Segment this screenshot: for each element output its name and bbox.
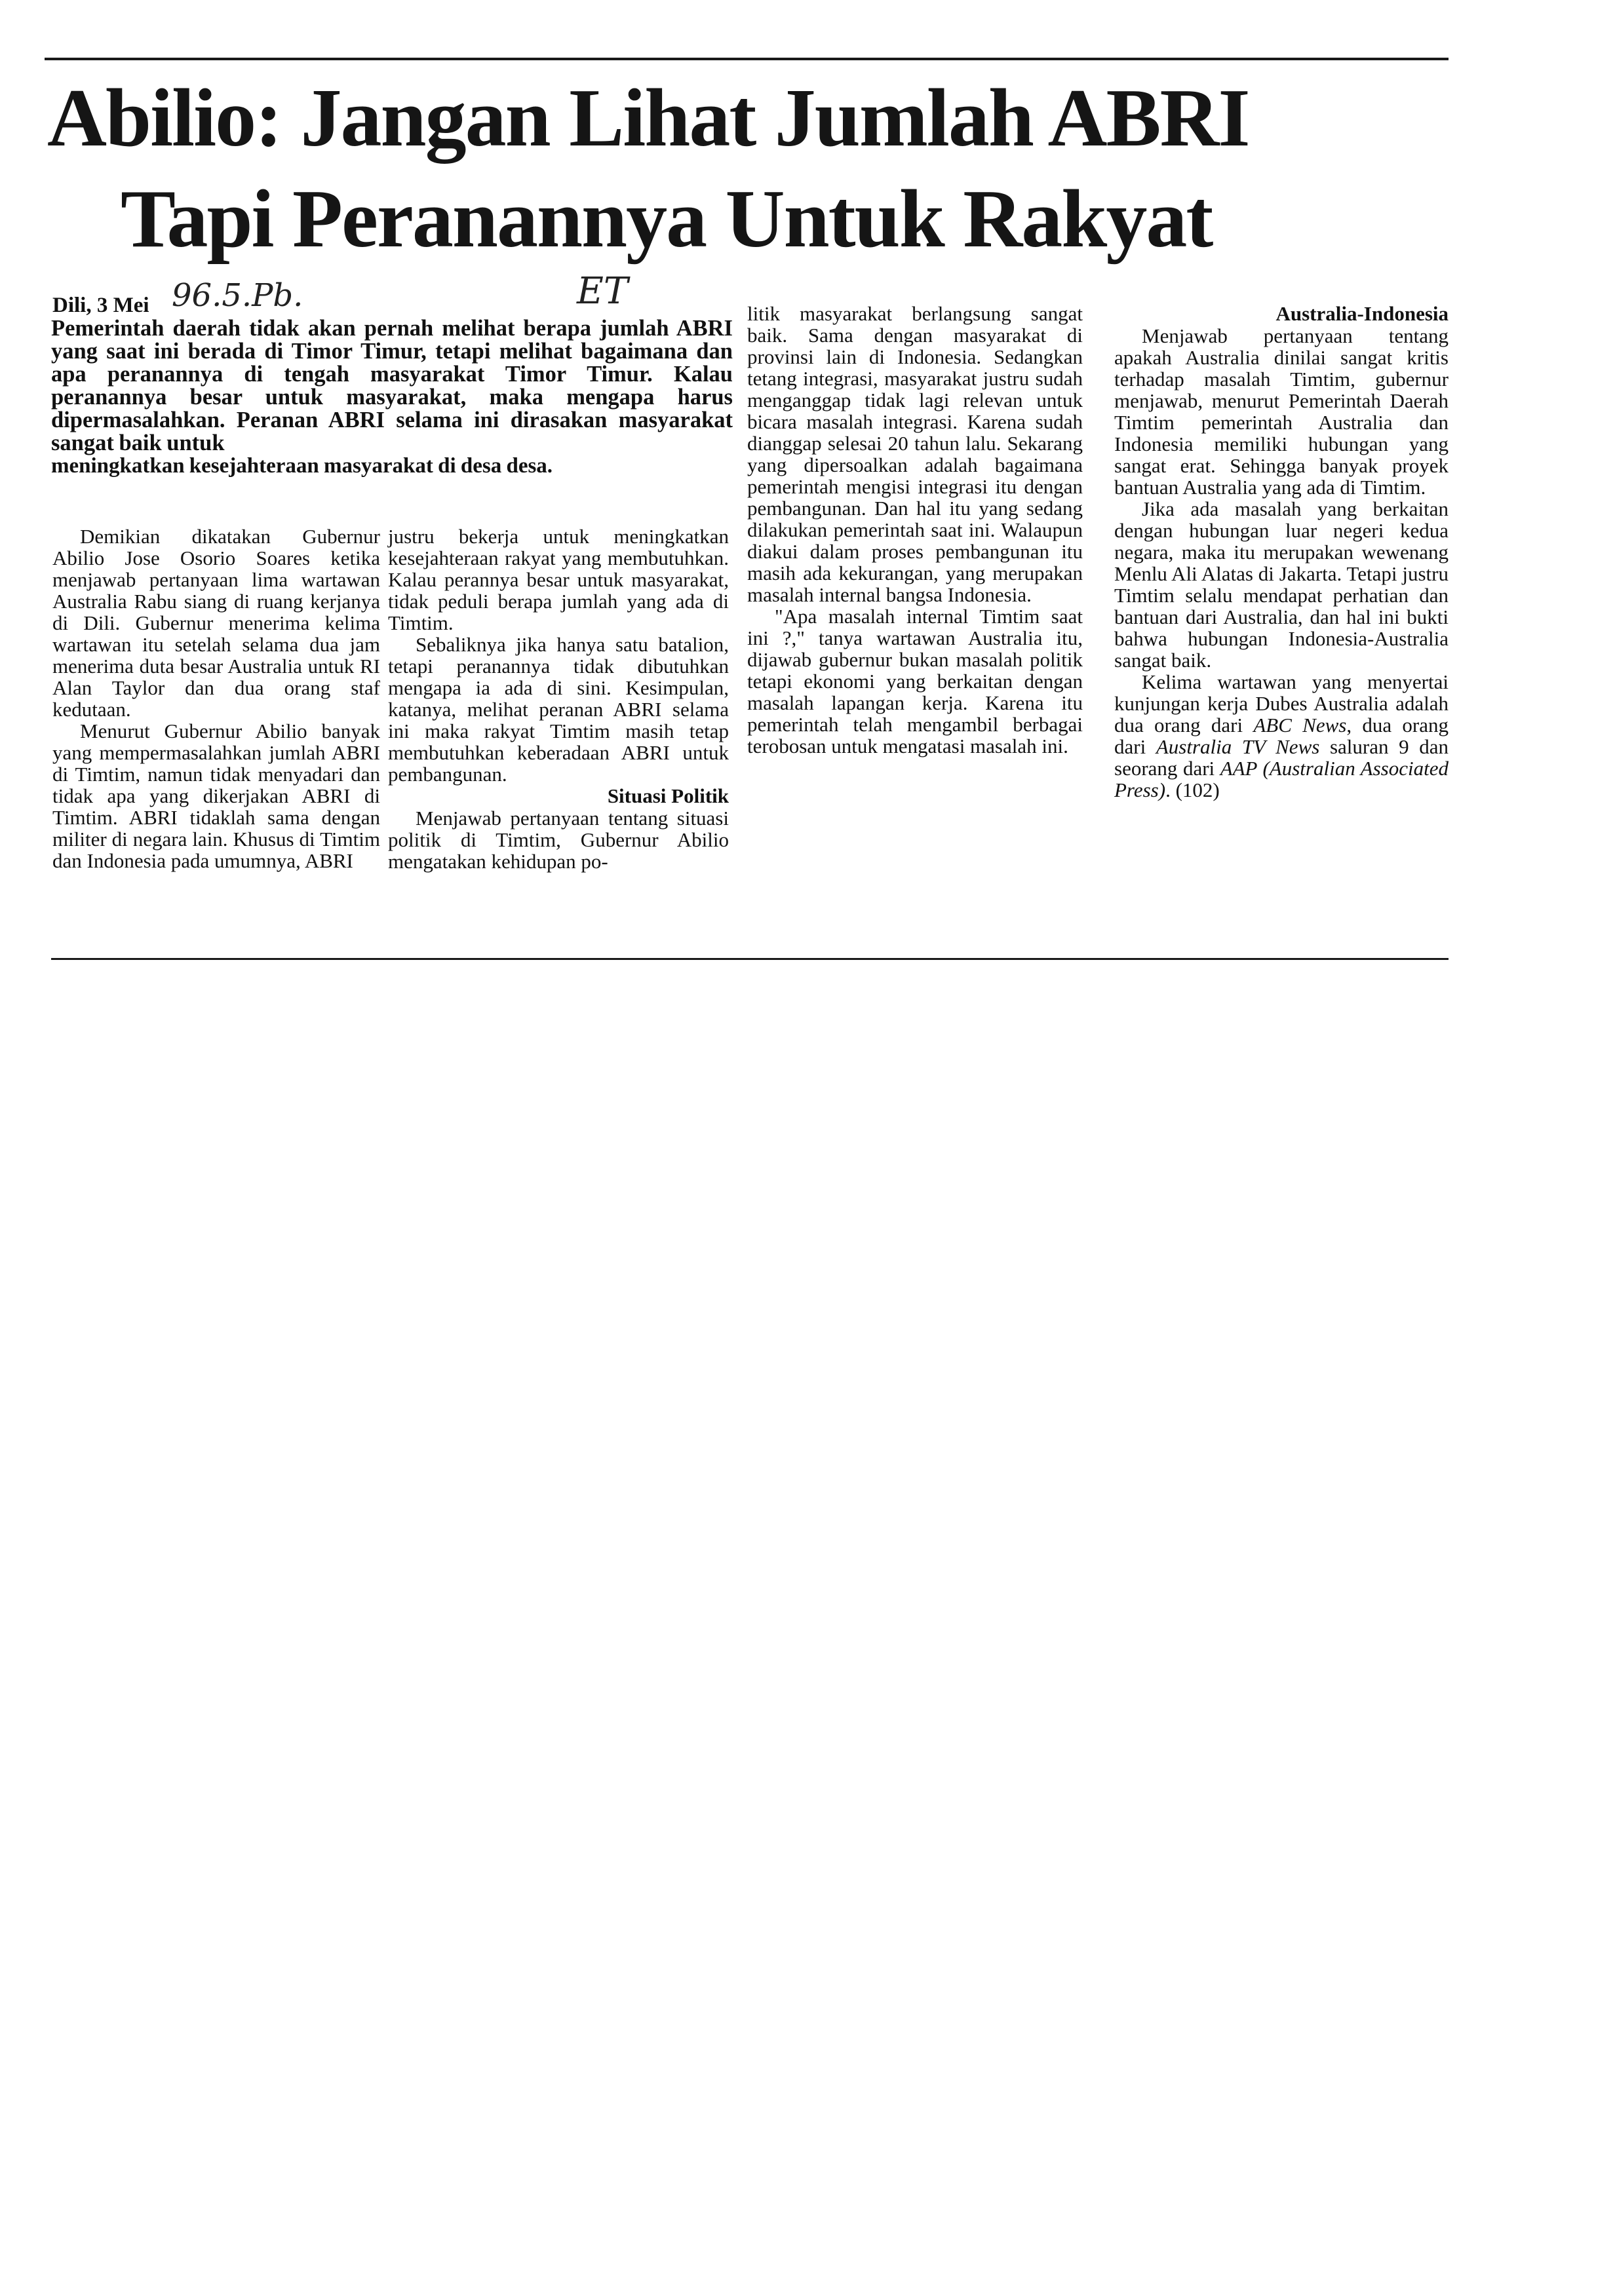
lead-paragraph: [51, 317, 733, 477]
paragraph: Jika ada masalah yang berkaitan dengan hubungan luar negeri kedua negara, maka itu merupakan wewenang Menlu Ali Alatas di Jakarta. Tetapi justru Timtim selalu mendapat perhatian dan bantuan dari Australia, dan hal ini bukti bahwa hubungan Indonesia-Australia sangat baik.: [1114, 497, 1449, 672]
paragraph: Menjawab pertanyaan tentang apakah Australia dinilai sangat kritis terhadap masalah Timtim, gubernur menjawab, menurut Pemerintah Daerah Timtim pemerintah Australia dan Indonesia memiliki hubungan yang sangat erat. Sehingga banyak proyek bantuan Australia yang ada di Timtim.: [1114, 324, 1449, 499]
subheading-australia-indonesia: Australia-Indonesia: [1275, 302, 1449, 325]
headline-line-1: Abilio: Jangan Lihat Jumlah ABRI: [47, 73, 1249, 164]
text-run: saluran 9 dan seorang dari: [1114, 735, 1449, 780]
paragraph: "Apa masalah internal Timtim saat ini ?," tanya wartawan Australia itu, dijawab gubernur bukan masalah politik tetapi ekonomi yang berkaitan dengan masalah lapangan kerja. Karena itu pemerintah telah mengambil berbagai terobosan untuk mengatasi masalah ini.: [747, 605, 1083, 757]
paragraph: Menurut Gubernur Abilio banyak yang mempermasalahkan jumlah ABRI di Timtim, namun tidak menyadari dan tidak apa yang dikerjakan ABRI di Timtim. ABRI tidaklah sama dengan militer di negara lain. Khusus di Timtim dan Indonesia pada umumnya, ABRI: [52, 719, 380, 872]
outlet-name: Australia TV News: [1156, 735, 1320, 758]
paragraph: Sebaliknya jika hanya satu batalion, tetapi peranannya tidak dibutuhkan mengapa ia ada di sini. Kesimpulan, katanya, melihat peranan ABRI selama ini maka rakyat Timtim masih tetap membutuhkan keberadaan ABRI untuk pembangunan.: [388, 633, 729, 786]
text-run: Kelima wartawan yang menyertai kunjungan kerja Dubes Australia adalah dua orang dari: [1114, 670, 1449, 737]
handwritten-date-note: 96.5.Pb.: [172, 277, 303, 314]
headline-line-2: Tapi Peranannya Untuk Rakyat: [121, 174, 1213, 265]
lead-text: Pemerintah daerah tidak akan pernah melihat berapa jumlah ABRI yang saat ini berada di Timor Timur, tetapi melihat bagaimana dan apa peranannya di tengah masyarakat Timor Timur. Kalau peranannya besar untuk masyarakat, maka mengapa harus dipermasalahkan. Peranan ABRI selama ini dirasakan masyarakat sangat baik untuk: [51, 316, 733, 455]
paragraph: [1114, 671, 1449, 801]
paragraph: justru bekerja untuk meningkatkan kesejahteraan rakyat yang membutuhkan. Kalau perannya besar untuk masyarakat, tidak peduli berapa jumlah yang ada di Timtim.: [388, 525, 729, 634]
text-run: , dua orang dari: [1114, 714, 1449, 758]
outlet-name: ABC News: [1253, 714, 1347, 737]
dateline: Dili, 3 Mei: [52, 294, 149, 317]
text-run: . (102): [1165, 778, 1220, 801]
paragraph: Menjawab pertanyaan tentang situasi politik di Timtim, Gubernur Abilio mengatakan kehidupan po-: [388, 807, 729, 873]
subheading-situasi-politik: Situasi Politik: [607, 784, 729, 807]
article-column-3: [747, 303, 1083, 757]
paragraph: Demikian dikatakan Gubernur Abilio Jose Osorio Soares ketika menjawab pertanyaan lima wartawan Australia Rabu siang di ruang kerjanya di Dili. Gubernur menerima kelima wartawan itu setelah selama dua jam menerima duta besar Australia untuk RI Alan Taylor dan dua orang staf kedutaan.: [52, 525, 380, 721]
paragraph: litik masyarakat berlangsung sangat baik. Sama dengan masyarakat di provinsi lain di Indonesia. Sedangkan tetang integrasi, masyarakat justru sudah menganggap tidak lagi relevan untuk bicara masalah integrasi. Karena sudah dianggap selesai 20 tahun lalu. Sekarang yang dipersoalkan adalah bagaimana pemerintah mengisi integrasi itu dengan pembangunan. Dan hal itu yang sedang dilakukan pemerintah saat ini. Walaupun diakui dalam proses pembangunan itu masih ada kekurangan, yang merupakan masalah internal bangsa Indonesia.: [747, 302, 1083, 606]
lead-last-line: meningkatkan kesejahteraan masyarakat di desa desa.: [51, 454, 553, 478]
bottom-rule: [51, 958, 1449, 960]
article-column-4: [1114, 303, 1449, 801]
handwritten-initials-note: ET: [577, 270, 629, 313]
article-column-1: [52, 526, 380, 871]
top-rule: [45, 58, 1449, 60]
outlet-name: AAP (Australian Associated Press): [1114, 757, 1449, 801]
article-column-2: [388, 526, 729, 872]
